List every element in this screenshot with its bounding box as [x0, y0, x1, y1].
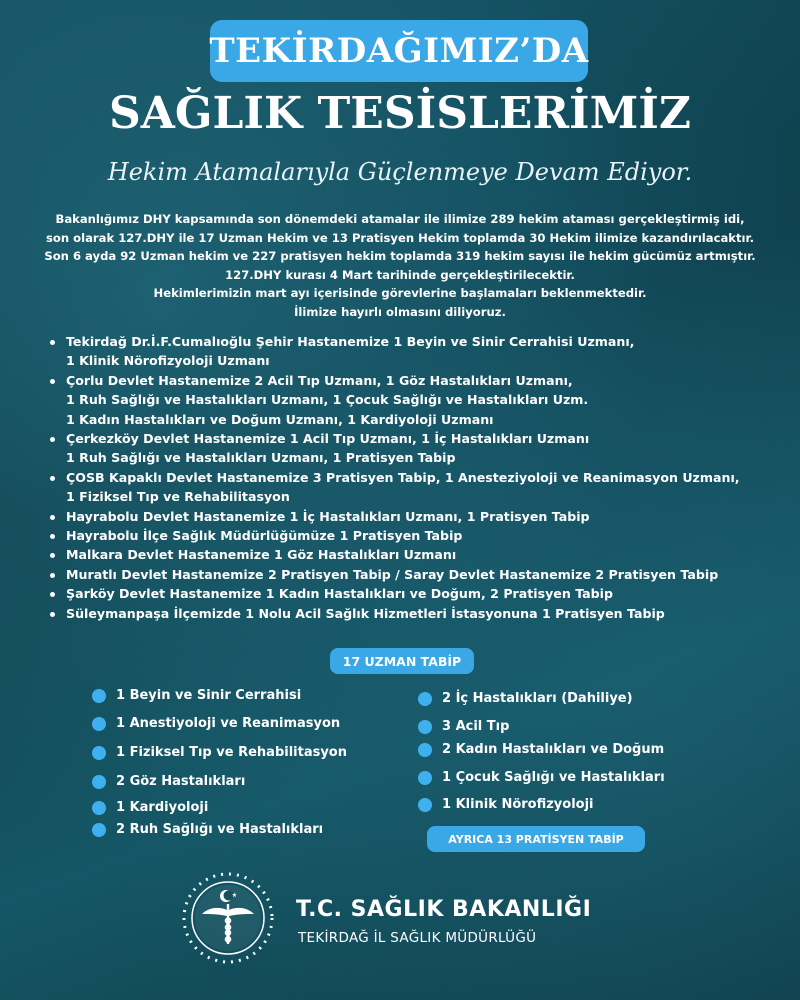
list-item [48, 371, 778, 429]
list-item-line: Muratlı Devlet Hastanemize 2 Pratisyen Tabip / Saray Devlet Hastanemize 2 Pratisyen Tabip [66, 566, 719, 582]
intro-line: Son 6 ayda 92 Uzman hekim ve 227 pratisyen hekim toplamda 319 hekim sayısı ile hekim gücümüz artmıştır. [44, 249, 756, 263]
list-item-line: Çerkezköy Devlet Hastanemize 1 Acil Tıp Uzmanı, 1 İç Hastalıkları Uzmanı [66, 431, 590, 447]
specialty-item [92, 716, 340, 731]
practitioner-count-badge [427, 826, 645, 852]
specialty-label: 1 Fiziksel Tıp ve Rehabilitasyon [116, 745, 347, 760]
intro-paragraph [40, 210, 760, 321]
intro-line: 127.DHY kurası 4 Mart tarihinde gerçekleştirilecektir. [225, 267, 575, 282]
bullet-dot-icon [92, 717, 106, 731]
bullet-dot-icon [92, 746, 106, 760]
intro-line: son olarak 127.DHY ile 17 Uzman Hekim ve 13 Pratisyen Hekim toplamda 30 Hekim ilimize kazandırılacaktır. [46, 230, 754, 245]
specialty-label: 1 Çocuk Sağlığı ve Hastalıkları [442, 770, 665, 785]
bullet-dot-icon [418, 798, 432, 812]
specialty-label: 3 Acil Tıp [442, 719, 510, 734]
specialty-label: 2 Kadın Hastalıkları ve Doğum [442, 742, 665, 757]
list-item [48, 545, 778, 564]
intro-line: Hekimlerimizin mart ayı içerisinde görevlerine başlamaları beklenmektedir. [153, 286, 647, 300]
page-title: SAĞLIK TESİSLERİMİZ [108, 88, 691, 139]
specialty-item [92, 800, 208, 815]
specialty-item [418, 691, 633, 706]
list-item-line: ÇOSB Kapaklı Devlet Hastanemize 3 Pratisyen Tabip, 1 Anesteziyoloji ve Reanimasyon Uzmanı, [66, 469, 740, 485]
specialty-label: 2 İç Hastalıkları (Dahiliye) [442, 691, 633, 706]
list-item-line: Hayrabolu İlçe Sağlık Müdürlüğümüze 1 Pratisyen Tabip [66, 528, 463, 544]
ministry-emblem-icon [180, 870, 276, 966]
page-subtitle: Hekim Atamalarıyla Güçlenmeye Devam Ediyor. [107, 158, 693, 186]
list-item-line: Çorlu Devlet Hastanemize 2 Acil Tıp Uzmanı, 1 Göz Hastalıkları Uzmanı, [66, 372, 573, 388]
bullet-dot-icon [92, 689, 106, 703]
list-item-line: Malkara Devlet Hastanemize 1 Göz Hastalıkları Uzmanı [66, 547, 457, 563]
list-item-line: 1 Kadın Hastalıkları ve Doğum Uzmanı, 1 Kardiyoloji Uzmanı [66, 411, 494, 427]
specialty-item [92, 688, 301, 703]
list-item [48, 584, 778, 603]
intro-line: İlimize hayırlı olmasını diliyoruz. [294, 304, 506, 319]
list-item [48, 332, 778, 371]
list-item-line: Şarköy Devlet Hastanemize 1 Kadın Hastalıkları ve Doğum, 2 Pratisyen Tabip [66, 586, 614, 602]
bullet-dot-icon [418, 771, 432, 785]
bullet-dot-icon [418, 692, 432, 706]
list-item-line: Hayrabolu Devlet Hastanemize 1 İç Hastalıkları Uzmanı, 1 Pratisyen Tabip [66, 508, 590, 524]
organization-subtitle: TEKİRDAĞ İL SAĞLIK MÜDÜRLÜĞÜ [298, 930, 537, 946]
bullet-dot-icon [92, 775, 106, 789]
specialty-item [418, 742, 664, 757]
specialty-item [418, 719, 509, 734]
specialist-count-badge [330, 648, 474, 674]
list-item [48, 526, 778, 545]
specialty-label: 1 Anestiyoloji ve Reanimasyon [116, 716, 341, 731]
specialty-label: 2 Göz Hastalıkları [116, 774, 246, 789]
bullet-dot-icon [418, 720, 432, 734]
bullet-dot-icon [92, 801, 106, 815]
list-item [48, 604, 778, 623]
organization-name: T.C. SAĞLIK BAKANLIĞI [296, 897, 592, 922]
header-badge [210, 20, 588, 82]
specialty-label: 1 Klinik Nörofizyoloji [442, 797, 594, 812]
specialty-item [92, 745, 347, 760]
list-item [48, 429, 778, 468]
list-item-line: 1 Fiziksel Tıp ve Rehabilitasyon [66, 489, 290, 505]
bullet-dot-icon [418, 743, 432, 757]
list-item [48, 507, 778, 526]
specialty-item [92, 822, 323, 837]
specialty-item [418, 797, 594, 812]
list-item-line: Tekirdağ Dr.İ.F.Cumalıoğlu Şehir Hastanemize 1 Beyin ve Sinir Cerrahisi Uzmanı, [66, 334, 635, 349]
header-badge-text: TEKİRDAĞIMIZ’DA [209, 31, 589, 71]
specialty-label: 2 Ruh Sağlığı ve Hastalıkları [116, 822, 324, 837]
specialty-item [92, 774, 245, 789]
practitioner-count-text: AYRICA 13 PRATİSYEN TABİP [448, 832, 624, 846]
list-item-line: 1 Ruh Sağlığı ve Hastalıkları Uzmanı, 1 Pratisyen Tabip [66, 450, 456, 466]
bullet-dot-icon [92, 823, 106, 837]
specialty-item [418, 770, 665, 785]
specialist-count-text: 17 UZMAN TABİP [342, 653, 462, 669]
list-item-line: 1 Klinik Nörofizyoloji Uzmanı [66, 353, 270, 369]
specialty-label: 1 Kardiyoloji [116, 800, 209, 815]
intro-line: Bakanlığımız DHY kapsamında son dönemdeki atamalar ile ilimize 289 hekim ataması gerçekleştirmiş idi, [55, 212, 745, 226]
list-item [48, 468, 778, 507]
specialty-label: 1 Beyin ve Sinir Cerrahisi [116, 688, 302, 703]
list-item-line: 1 Ruh Sağlığı ve Hastalıkları Uzmanı, 1 Çocuk Sağlığı ve Hastalıkları Uzm. [66, 392, 589, 408]
hospital-list [48, 332, 778, 623]
list-item-line: Süleymanpaşa İlçemizde 1 Nolu Acil Sağlık Hizmetleri İstasyonuna 1 Pratisyen Tabip [66, 605, 665, 621]
list-item [48, 565, 778, 584]
